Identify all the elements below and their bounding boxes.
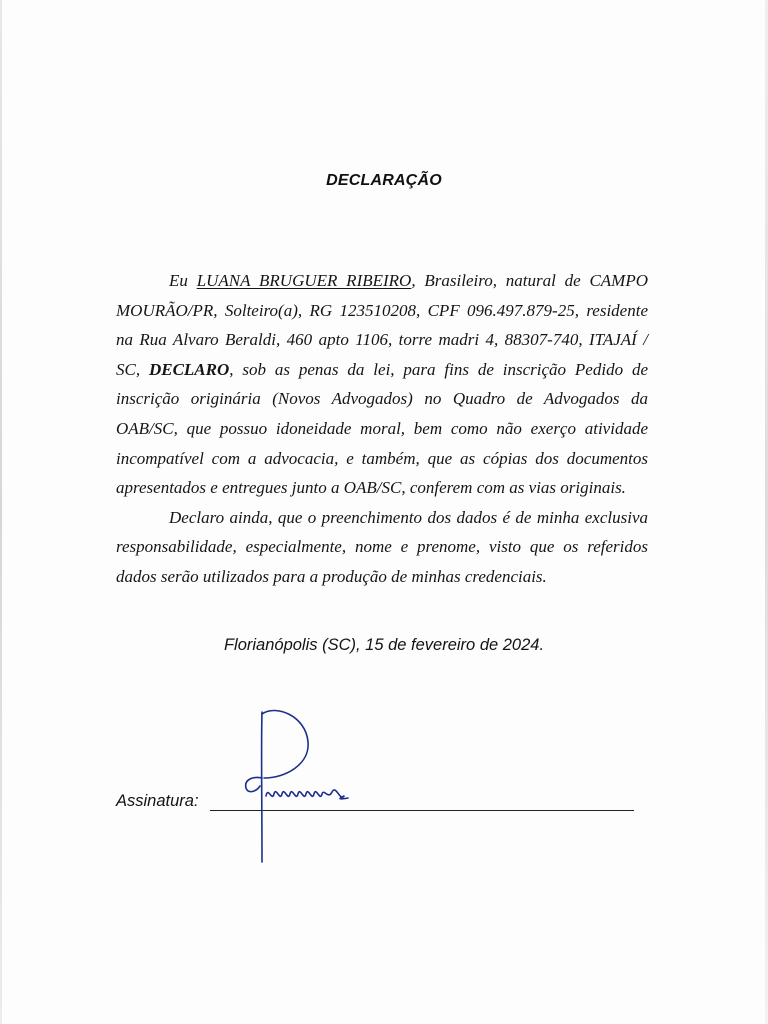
page-left-edge: [0, 0, 2, 1024]
handwritten-signature: [236, 706, 366, 866]
paragraph-1-part-2: , sob as penas da lei, para fins de inscrição Pedido de inscrição originária (Novos Advogados) no Quadro de Advogados da OAB/SC, que possuo idoneidade moral, bem como não exerço atividade incompatível com a advocacia, e também, que as cópias dos documentos apresentados e entregues junto a OAB/SC, conferem com as vias originais.: [116, 359, 648, 498]
paragraph-1: [116, 266, 648, 503]
signature-label: Assinatura:: [116, 792, 199, 810]
signature-strokes: [246, 710, 348, 862]
paragraph-1-intro: Eu: [169, 271, 197, 290]
declaration-body: [116, 266, 648, 592]
document-title: DECLARAÇÃO: [326, 172, 442, 189]
paragraph-2: Declaro ainda, que o preenchimento dos dados é de minha exclusiva responsabilidade, especialmente, nome e prenome, visto que os referidos dados serão utilizados para a produção de minhas credenciais.: [116, 507, 648, 586]
declarant-name: LUANA BRUGUER RIBEIRO: [196, 271, 412, 290]
declaro-keyword: DECLARO: [148, 359, 230, 379]
paragraph-1-part-1: , Brasileiro, natural de CAMPO MOURÃO/PR, Solteiro(a), RG 123510208, CPF 096.497.879-25, residente na Rua Alvaro Beraldi, 460 apto 1106, torre madri 4, 88307-740, ITAJAÍ / SC,: [116, 271, 648, 379]
place-and-date: Florianópolis (SC), 15 de fevereiro de 2024.: [223, 636, 545, 654]
